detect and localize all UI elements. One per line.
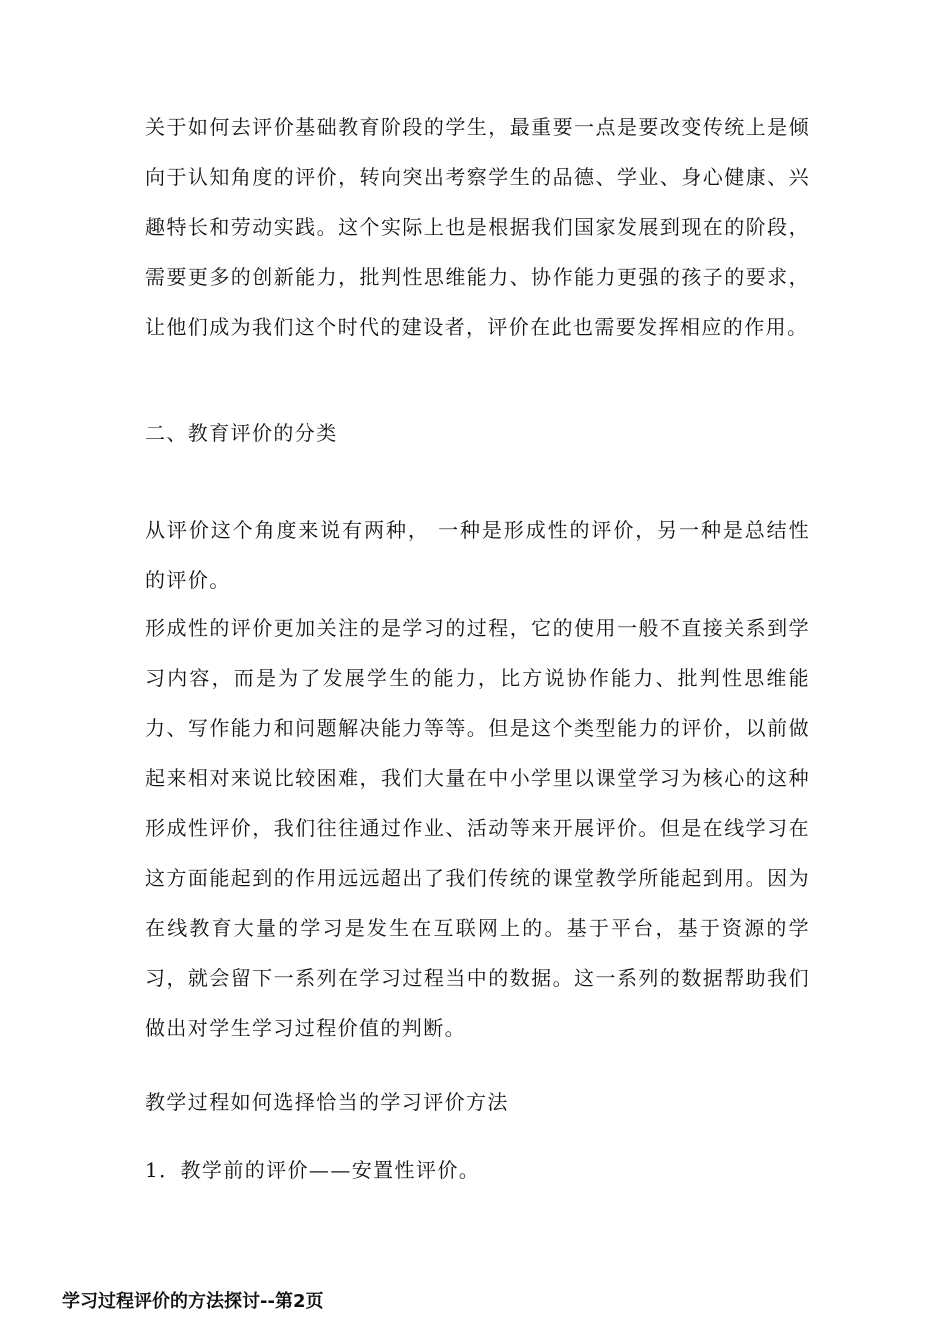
list-item-pre-teaching-evaluation: 1．教学前的评价——安置性评价。 (145, 1158, 481, 1182)
paragraph-two-types: 从评价这个角度来说有两种， 一种是形成性的评价，另一种是总结性的评价。 (145, 518, 810, 592)
page-footer: 学习过程评价的方法探讨--第2页 (62, 1291, 324, 1312)
paragraph-evaluation-basic-education: 关于如何去评价基础教育阶段的学生，最重要一点是要改变传统上是倾向于认知角度的评价，转向突出考察学生的品德、学业、身心健康、兴趣特长和劳动实践。这个实际上也是根据我们国家发展到现在的阶段，需要更多的创新能力，批判性思维能力、协作能力更强的孩子的要求，让他们成为我们这个时代的建设者，评价在此也需要发挥相应的作用。 (145, 115, 810, 339)
paragraph-formative-evaluation: 形成性的评价更加关注的是学习的过程，它的使用一般不直接关系到学习内容，而是为了发展学生的能力，比方说协作能力、批判性思维能力、写作能力和问题解决能力等等。但是这个类型能力的评价，以前做起来相对来说比较困难，我们大量在中小学里以课堂学习为核心的这种形成性评价，我们往往通过作业、活动等来开展评价。但是在线学习在这方面能起到的作用远远超出了我们传统的课堂教学所能起到用。因为在线教育大量的学习是发生在互联网上的。基于平台，基于资源的学习，就会留下一系列在学习过程当中的数据。这一系列的数据帮助我们做出对学生学习过程价值的判断。 (145, 616, 810, 1040)
section-heading-method-selection: 教学过程如何选择恰当的学习评价方法 (145, 1090, 509, 1114)
section-heading-classification: 二、教育评价的分类 (145, 421, 338, 445)
